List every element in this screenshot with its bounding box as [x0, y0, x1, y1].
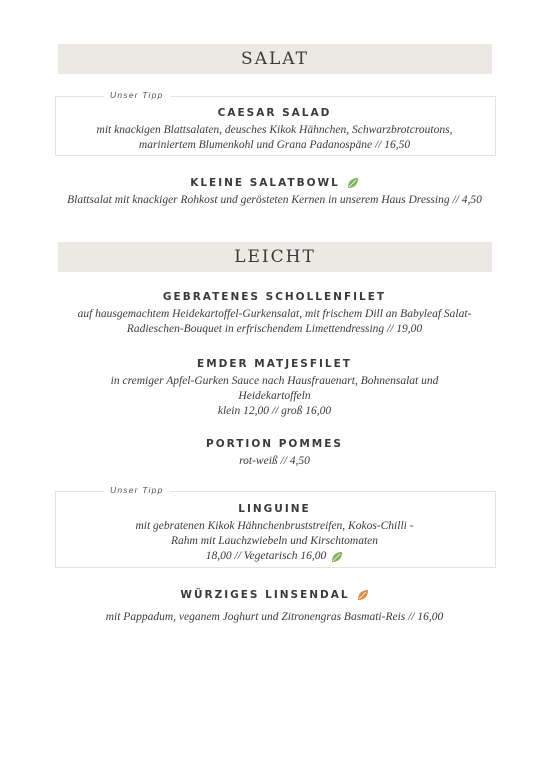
item-description: mit knackigen Blattsalaten, deusches Kikok Hähnchen, Schwarzbrotcroutons, mariniertem Blumenkohl und Grana Padanospäne // 16,50	[96, 124, 453, 151]
item-name: LINGUINE	[238, 503, 311, 515]
item-description: rot-weiß // 4,50	[239, 455, 310, 467]
item-price: klein 12,00 // groß 16,00	[217, 405, 332, 417]
item-description: mit gebratenen Kikok Hähnchenbruststreifen, Kokos-Chilli -Rahm mit Lauchzwiebeln und Kirschtomaten	[135, 520, 414, 547]
section-header-leicht	[58, 242, 492, 272]
menu-item-schollenfilet	[55, 290, 494, 337]
menu-item-matjesfilet	[55, 357, 494, 419]
item-name: KLEINE SALATBOWL	[190, 177, 340, 189]
menu-item-linsendal	[55, 588, 494, 625]
tip-label: Unser Tipp	[104, 485, 170, 495]
item-description: Blattsalat mit knackiger Rohkost und gerösteten Kernen in unserem Haus Dressing // 4,50	[67, 194, 482, 206]
item-price-row	[55, 549, 494, 564]
menu-item-caesar-salad	[55, 106, 494, 153]
vegetarian-leaf-icon	[331, 551, 343, 563]
section-title: SALAT	[241, 49, 309, 69]
menu-item-linguine	[55, 502, 494, 564]
item-name: WÜRZIGES LINSENDAL	[180, 589, 350, 601]
item-description: mit Pappadum, veganem Joghurt und Zitronengras Basmati-Reis // 16,00	[105, 611, 444, 623]
menu-item-portion-pommes	[55, 437, 494, 469]
item-price: 18,00 // Vegetarisch 16,00	[205, 550, 327, 562]
item-description: auf hausgemachtem Heidekartoffel-Gurkensalat, mit frischem Dill an Babyleaf Salat-Radieschen-Bouquet in erfrischendem Limettendressing // 19,00	[77, 308, 472, 335]
item-name: PORTION POMMES	[206, 438, 343, 450]
item-name: GEBRATENES SCHOLLENFILET	[162, 291, 387, 303]
menu-item-kleine-salatbowl	[55, 176, 494, 208]
item-name: EMDER MATJESFILET	[197, 358, 352, 370]
vegan-leaf-orange-icon	[357, 589, 369, 601]
section-title: LEICHT	[234, 247, 316, 267]
item-description: in cremiger Apfel-Gurken Sauce nach Hausfrauenart, Bohnensalat und Heidekartoffeln	[110, 375, 439, 402]
item-name: CAESAR SALAD	[217, 107, 332, 119]
vegan-leaf-icon	[347, 177, 359, 189]
tip-label: Unser Tipp	[104, 90, 170, 100]
section-header-salat	[58, 44, 492, 74]
